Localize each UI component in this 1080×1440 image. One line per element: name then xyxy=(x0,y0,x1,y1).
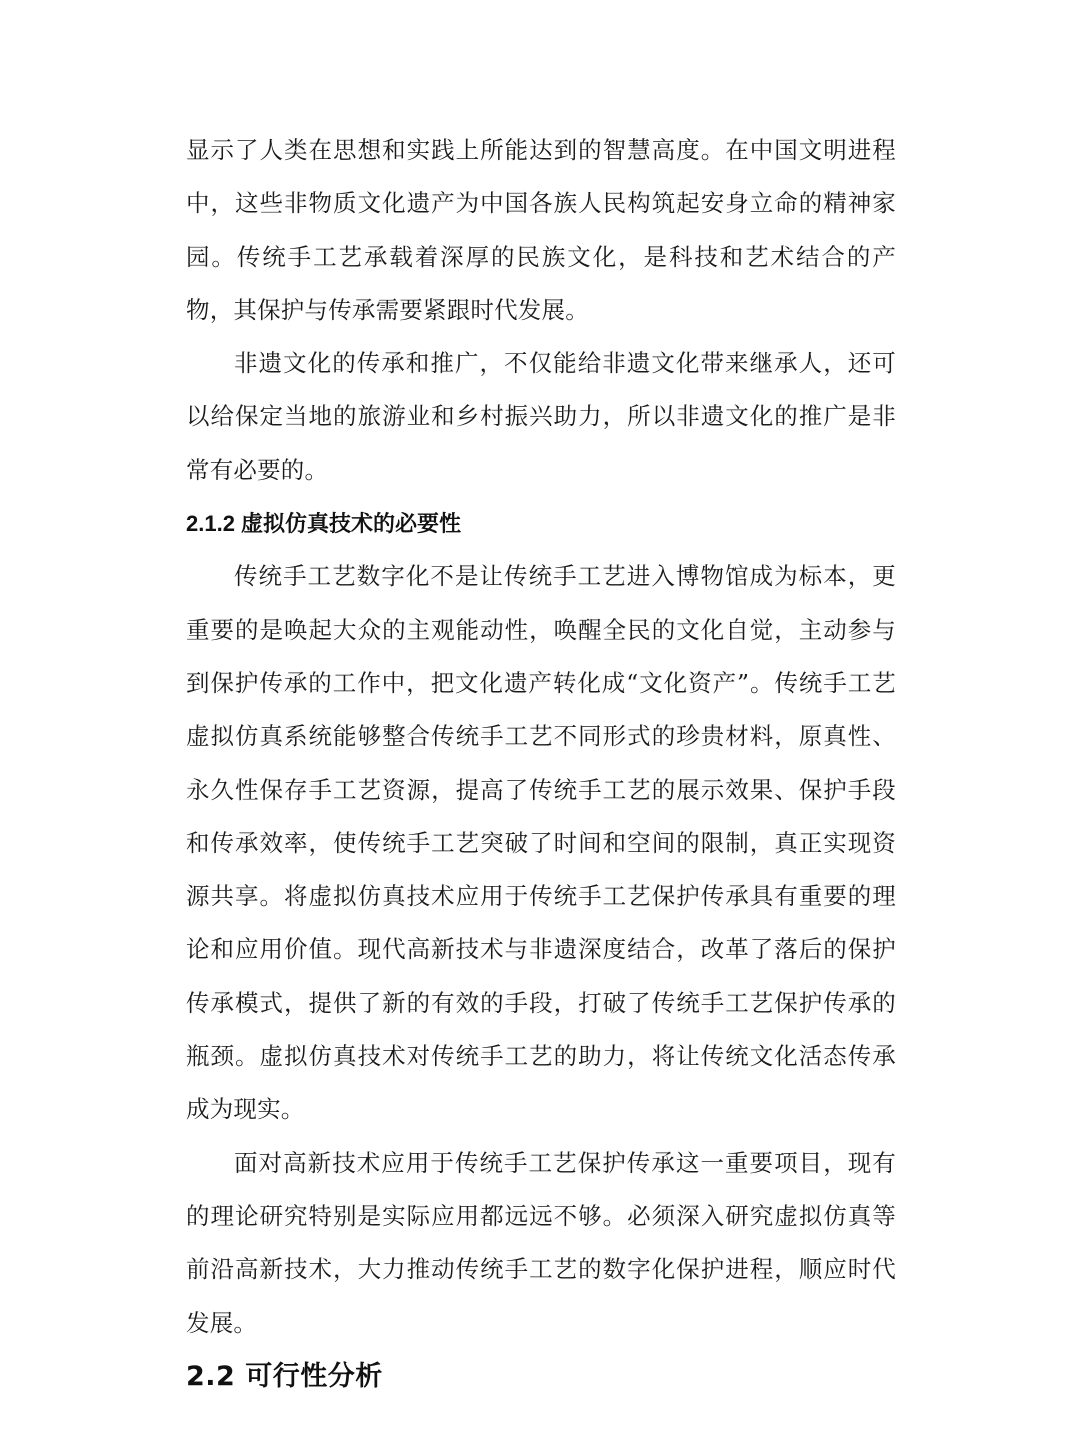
document-body xyxy=(186,124,896,1403)
paragraph-intangible-heritage-wisdom: 显示了人类在思想和实践上所能达到的智慧高度。在中国文明进程中，这些非物质文化遗产为中国各族人民构筑起安身立命的精神家园。传统手工艺承载着深厚的民族文化，是科技和艺术结合的产物，其保护与传承需要紧跟时代发展。 xyxy=(186,136,896,324)
paragraph-research-gap: 面对高新技术应用于传统手工艺保护传承这一重要项目，现有的理论研究特别是实际应用都远远不够。必须深入研究虚拟仿真等前沿高新技术，大力推动传统手工艺的数字化保护进程，顺应时代发展。 xyxy=(186,1148,896,1337)
paragraph-heritage-promotion: 非遗文化的传承和推广，不仅能给非遗文化带来继承人，还可以给保定当地的旅游业和乡村振兴助力，所以非遗文化的推广是非常有必要的。 xyxy=(186,349,896,484)
section-heading-2-2: 2.2 可行性分析 xyxy=(186,1360,383,1392)
paragraph-digitalization-necessity: 传统手工艺数字化不是让传统手工艺进入博物馆成为标本，更重要的是唤起大众的主观能动性，唤醒全民的文化自觉，主动参与到保护传承的工作中，把文化遗产转化成“文化资产”。传统手工艺虚拟仿真系统能够整合传统手工艺不同形式的珍贵材料，原真性、永久性保存手工艺资源，提高了传统手工艺的展示效果、保护手段和传承效率，使传统手工艺突破了时间和空间的限制，真正实现资源共享。将虚拟仿真技术应用于传统手工艺保护传承具有重要的理论和应用价值。现代高新技术与非遗深度结合，改革了落后的保护传承模式，提供了新的有效的手段，打破了传统手工艺保护传承的瓶颈。虚拟仿真技术对传统手工艺的助力，将让传统文化活态传承成为现实。 xyxy=(186,562,896,1124)
section-heading-2-1-2: 2.1.2 虚拟仿真技术的必要性 xyxy=(186,511,462,537)
